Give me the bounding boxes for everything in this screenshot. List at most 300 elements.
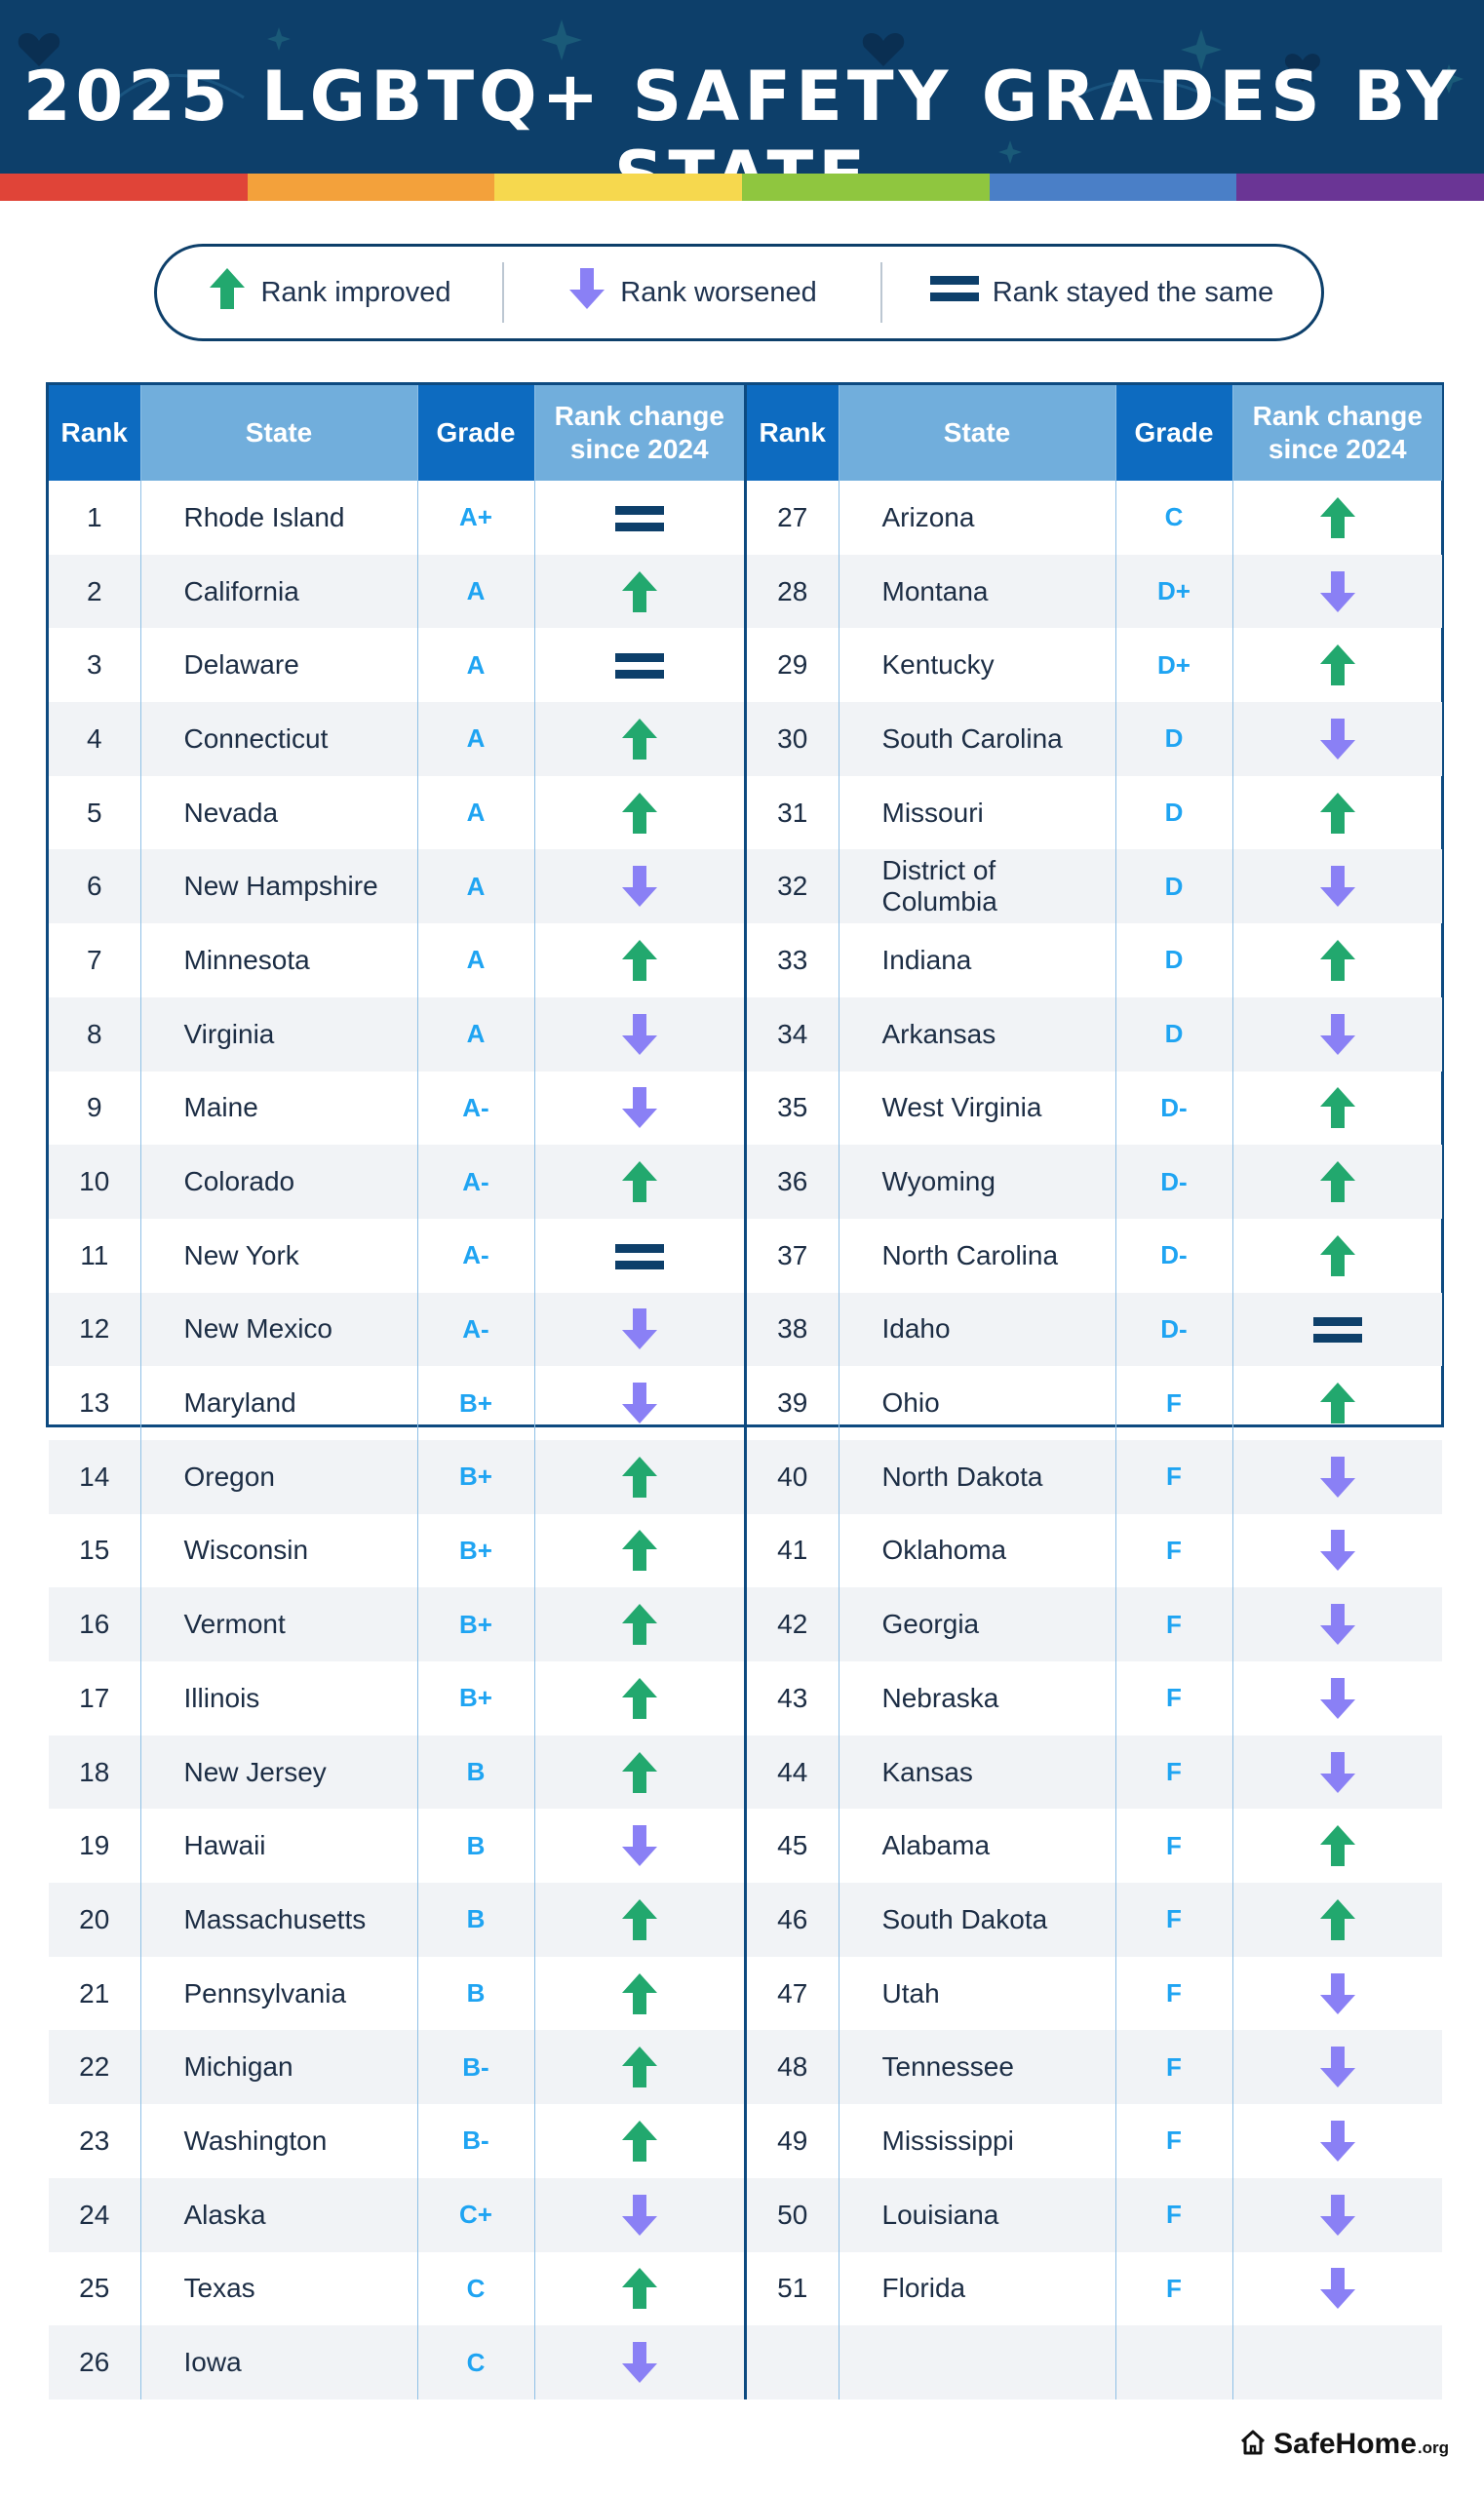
rank-cell: 11 [80, 1239, 109, 1270]
grade-cell: F [1115, 1883, 1232, 1957]
rank-change-cell [1232, 776, 1442, 850]
rank-change-cell [534, 2030, 744, 2104]
empty-cell [1232, 2325, 1442, 2399]
rank-change-cell [1232, 1072, 1442, 1146]
grade-cell: A [417, 776, 534, 850]
state-cell: Nebraska [839, 1661, 1115, 1736]
rank-change-cell [1232, 2030, 1442, 2104]
page-title: 2025 LGBTQ+ SAFETY GRADES BY [22, 57, 1462, 136]
rank-change-cell [1232, 555, 1442, 629]
table-row [747, 1366, 1442, 1440]
column-header-change-line2: since 2024 [1268, 434, 1407, 464]
rank-change-cell [534, 1587, 744, 1661]
grade-cell: B+ [417, 1366, 534, 1440]
grade-cell: B [417, 1957, 534, 2031]
rank-cell: 35 [777, 1092, 808, 1123]
arrow-down-icon [1318, 2272, 1357, 2302]
table-row [747, 2104, 1442, 2178]
rank-change-cell [1232, 1809, 1442, 1883]
state-cell: Montana [839, 555, 1115, 629]
column-header-change [534, 385, 744, 481]
empty-cell [747, 2325, 839, 2399]
table-row [49, 1809, 744, 1883]
table-row [49, 702, 744, 776]
rank-change-cell [534, 1883, 744, 1957]
state-cell: Utah [839, 1957, 1115, 2031]
legend-item-worsened [504, 247, 880, 338]
state-cell: Washington [140, 2104, 417, 2178]
state-cell: Vermont [140, 1587, 417, 1661]
state-cell: New Jersey [140, 1736, 417, 1810]
table-row [747, 2325, 1442, 2399]
rank-change-cell [534, 1440, 744, 1514]
column-header-rank: Rank [49, 385, 140, 481]
table-row [49, 1072, 744, 1146]
equals-icon [615, 648, 664, 679]
rank-cell: 27 [777, 501, 808, 532]
state-cell: Ohio [839, 1366, 1115, 1440]
rank-change-cell [534, 1072, 744, 1146]
table-row [49, 997, 744, 1072]
rank-cell: 38 [747, 1293, 839, 1367]
rank-change-cell [534, 2104, 744, 2178]
state-cell: Louisiana [839, 2178, 1115, 2252]
state-cell: Arkansas [839, 997, 1115, 1072]
rank-change-cell [1232, 1440, 1442, 1514]
arrow-down-icon [1318, 2198, 1357, 2228]
rank-change-cell [534, 1661, 744, 1736]
table-row [49, 1736, 744, 1810]
brand-logo [1238, 2428, 1449, 2461]
state-cell: Delaware [140, 628, 417, 702]
table-row [49, 481, 744, 555]
arrow-up-icon [620, 1608, 659, 1638]
arrow-down-icon [1318, 1534, 1357, 1564]
rank-cell: 43 [777, 1682, 808, 1713]
rank-change-cell [1232, 2104, 1442, 2178]
arrow-up-icon [1318, 500, 1357, 530]
state-cell: Mississippi [839, 2104, 1115, 2178]
rankings-table-left [49, 385, 747, 2399]
arrow-up-icon [620, 796, 659, 826]
state-cell: New Hampshire [140, 849, 417, 923]
table-row [747, 776, 1442, 850]
rank-change-cell [1232, 702, 1442, 776]
state-cell: Connecticut [140, 702, 417, 776]
grade-cell: F [1115, 1809, 1232, 1883]
rank-cell: 15 [79, 1535, 110, 1566]
grade-cell: A [417, 702, 534, 776]
rank-cell: 16 [49, 1587, 140, 1661]
rank-change-cell [1232, 1219, 1442, 1293]
legend-label: Rank stayed the same [992, 276, 1274, 308]
state-cell: South Dakota [839, 1883, 1115, 1957]
table-row [49, 1957, 744, 2031]
table-row [49, 1440, 744, 1514]
rank-cell: 48 [747, 2030, 839, 2104]
arrow-down-icon [1318, 2124, 1357, 2154]
grade-cell: D [1115, 849, 1232, 923]
state-cell: Minnesota [140, 923, 417, 997]
arrow-up-icon [620, 574, 659, 604]
table-row [747, 1293, 1442, 1367]
table-row [49, 2104, 744, 2178]
header-banner [0, 0, 1484, 174]
rank-cell: 24 [49, 2178, 140, 2252]
grade-cell: D+ [1115, 628, 1232, 702]
column-header-state: State [140, 385, 417, 481]
rank-change-cell [534, 849, 744, 923]
rank-cell: 50 [747, 2178, 839, 2252]
rainbow-band-orange [248, 174, 495, 201]
grade-cell: B [417, 1736, 534, 1810]
rank-cell: 3 [86, 649, 102, 681]
rank-change-cell [1232, 1514, 1442, 1588]
state-cell: Georgia [839, 1587, 1115, 1661]
table-row [747, 1661, 1442, 1736]
rank-cell: 46 [747, 1883, 839, 1957]
arrow-down-icon [620, 1091, 659, 1121]
grade-cell: B+ [417, 1514, 534, 1588]
table-row [747, 1440, 1442, 1514]
rank-cell: 37 [777, 1239, 808, 1270]
table-row [49, 1219, 744, 1293]
rank-change-cell [534, 1809, 744, 1883]
table-row [747, 1957, 1442, 2031]
grade-cell: D- [1115, 1072, 1232, 1146]
rank-cell: 5 [86, 797, 102, 828]
rainbow-band-purple [1236, 174, 1484, 201]
rank-cell: 6 [49, 849, 140, 923]
rank-cell: 40 [747, 1440, 839, 1514]
state-cell: Illinois [140, 1661, 417, 1736]
rank-cell: 20 [49, 1883, 140, 1957]
rainbow-stripe [0, 174, 1484, 201]
grade-cell: A+ [417, 481, 534, 555]
arrow-down-icon [620, 1829, 659, 1859]
rank-change-cell [534, 628, 744, 702]
rank-cell: 26 [49, 2325, 140, 2399]
rank-change-cell [1232, 2252, 1442, 2326]
rank-cell: 30 [747, 702, 839, 776]
arrow-down-icon [620, 2345, 659, 2375]
state-cell: Michigan [140, 2030, 417, 2104]
rank-cell: 23 [79, 2125, 110, 2156]
legend-label: Rank improved [260, 276, 451, 308]
state-cell: Kentucky [839, 628, 1115, 702]
rank-change-cell [534, 997, 744, 1072]
rank-change-cell [1232, 1366, 1442, 1440]
rank-change-cell [1232, 1293, 1442, 1367]
grade-cell: A- [417, 1219, 534, 1293]
rank-change-cell [1232, 1957, 1442, 2031]
arrow-up-icon [1318, 1829, 1357, 1859]
rank-change-cell [534, 1293, 744, 1367]
rank-change-cell [534, 1736, 744, 1810]
arrow-down-icon [1318, 1017, 1357, 1047]
rank-cell: 34 [747, 997, 839, 1072]
table-row [49, 776, 744, 850]
rank-cell: 49 [777, 2125, 808, 2156]
arrow-up-icon [620, 2272, 659, 2302]
arrow-up-icon [620, 1902, 659, 1932]
rank-change-cell [1232, 2178, 1442, 2252]
state-cell: Wyoming [839, 1145, 1115, 1219]
house-icon [1238, 2428, 1268, 2457]
table-row [49, 2252, 744, 2326]
rank-change-cell [534, 2252, 744, 2326]
grade-cell: A- [417, 1072, 534, 1146]
state-cell: North Dakota [839, 1440, 1115, 1514]
grade-cell: F [1115, 2030, 1232, 2104]
arrow-up-icon [620, 2124, 659, 2154]
rank-cell: 29 [777, 649, 808, 681]
table-row [747, 481, 1442, 555]
grade-cell: D [1115, 702, 1232, 776]
table-row [49, 1366, 744, 1440]
grade-cell: B- [417, 2104, 534, 2178]
rank-cell: 45 [777, 1830, 808, 1861]
empty-cell [839, 2325, 1115, 2399]
grade-cell: F [1115, 1736, 1232, 1810]
grade-cell: D- [1115, 1145, 1232, 1219]
grade-cell: F [1115, 1587, 1232, 1661]
state-cell: California [140, 555, 417, 629]
rank-cell: 33 [777, 944, 808, 975]
table-row [49, 923, 744, 997]
state-cell: Iowa [140, 2325, 417, 2399]
table-row [747, 1219, 1442, 1293]
grade-cell: A [417, 555, 534, 629]
rank-change-cell [534, 2178, 744, 2252]
table-row [49, 2325, 744, 2399]
state-cell: Idaho [839, 1293, 1115, 1367]
column-header-rank: Rank [747, 385, 839, 481]
rainbow-band-green [742, 174, 990, 201]
rank-change-cell [534, 1514, 744, 1588]
rank-change-cell [534, 481, 744, 555]
legend-item-same [882, 247, 1321, 338]
rank-cell: 10 [49, 1145, 140, 1219]
table-row [747, 1736, 1442, 1810]
rankings-table [46, 382, 1444, 2378]
rank-change-cell [1232, 481, 1442, 555]
rank-cell: 42 [747, 1587, 839, 1661]
rank-cell: 21 [79, 1977, 110, 2008]
rank-change-cell [534, 1145, 744, 1219]
legend-label: Rank worsened [620, 276, 817, 308]
grade-cell: C [417, 2325, 534, 2399]
grade-cell: F [1115, 1957, 1232, 2031]
arrow-down-icon [1318, 1608, 1357, 1638]
table-row [49, 628, 744, 702]
state-cell: Oregon [140, 1440, 417, 1514]
state-cell: Texas [140, 2252, 417, 2326]
state-cell: Indiana [839, 923, 1115, 997]
grade-cell: C+ [417, 2178, 534, 2252]
arrow-up-icon [1318, 1164, 1357, 1194]
grade-cell: B [417, 1809, 534, 1883]
grade-cell: B+ [417, 1440, 534, 1514]
state-cell: Florida [839, 2252, 1115, 2326]
grade-cell: A [417, 849, 534, 923]
arrow-down-icon [1318, 1681, 1357, 1711]
column-header-state: State [839, 385, 1115, 481]
arrow-down-icon [1318, 574, 1357, 604]
table-row [747, 2252, 1442, 2326]
rank-change-cell [1232, 1736, 1442, 1810]
grade-cell: D- [1115, 1293, 1232, 1367]
grade-cell: C [1115, 481, 1232, 555]
table-row [747, 628, 1442, 702]
state-cell: Massachusetts [140, 1883, 417, 1957]
arrow-down-icon [1318, 722, 1357, 752]
rank-cell: 22 [49, 2030, 140, 2104]
rank-cell: 31 [777, 797, 808, 828]
rank-change-cell [1232, 923, 1442, 997]
legend [154, 244, 1324, 341]
rank-cell: 36 [747, 1145, 839, 1219]
table-row [747, 1883, 1442, 1957]
grade-cell: F [1115, 2252, 1232, 2326]
rank-change-cell [534, 2325, 744, 2399]
sparkle-icon [541, 20, 582, 60]
rank-cell: 19 [79, 1830, 110, 1861]
arrow-down-icon [620, 2198, 659, 2228]
rank-cell: 14 [49, 1440, 140, 1514]
arrow-up-icon [620, 1164, 659, 1194]
state-cell: Alabama [839, 1809, 1115, 1883]
rank-cell: 12 [49, 1293, 140, 1367]
arrow-up-icon [620, 722, 659, 752]
grade-cell: D- [1115, 1219, 1232, 1293]
state-cell: Hawaii [140, 1809, 417, 1883]
equals-icon [615, 1239, 664, 1269]
column-header-change-line2: since 2024 [569, 434, 709, 464]
state-cell: Oklahoma [839, 1514, 1115, 1588]
arrow-up-icon [1318, 1238, 1357, 1268]
rank-cell: 41 [777, 1535, 808, 1566]
column-header-change-line1: Rank change [554, 401, 724, 431]
brand-suffix: .org [1417, 2438, 1449, 2457]
grade-cell: F [1115, 2104, 1232, 2178]
rainbow-band-blue [990, 174, 1237, 201]
state-cell: Pennsylvania [140, 1957, 417, 2031]
grade-cell: F [1115, 1661, 1232, 1736]
rank-cell: 18 [49, 1736, 140, 1810]
rank-cell: 32 [747, 849, 839, 923]
state-cell: Virginia [140, 997, 417, 1072]
rank-cell: 39 [777, 1387, 808, 1419]
grade-cell: A [417, 923, 534, 997]
grade-cell: A [417, 997, 534, 1072]
table-row [747, 555, 1442, 629]
table-row [49, 1145, 744, 1219]
arrow-down-icon [1318, 1460, 1357, 1490]
state-cell: Maine [140, 1072, 417, 1146]
table-row [49, 1587, 744, 1661]
table-row [747, 1145, 1442, 1219]
grade-cell: F [1115, 1366, 1232, 1440]
table-row [49, 1514, 744, 1588]
state-cell: New York [140, 1219, 417, 1293]
rainbow-band-yellow [494, 174, 742, 201]
grade-cell: D+ [1115, 555, 1232, 629]
grade-cell: C [417, 2252, 534, 2326]
rank-change-cell [1232, 1587, 1442, 1661]
table-row [747, 923, 1442, 997]
arrow-up-icon [620, 1755, 659, 1785]
grade-cell: B+ [417, 1661, 534, 1736]
arrow-down-icon [1318, 1755, 1357, 1785]
arrow-up-icon [620, 943, 659, 973]
grade-cell: B+ [417, 1587, 534, 1661]
rank-cell: 8 [49, 997, 140, 1072]
grade-cell: A- [417, 1293, 534, 1367]
rank-change-cell [534, 1366, 744, 1440]
arrow-up-icon [1318, 943, 1357, 973]
equals-icon [615, 501, 664, 531]
state-cell: Rhode Island [140, 481, 417, 555]
table-row [747, 2178, 1442, 2252]
rank-cell: 25 [79, 2273, 110, 2304]
rainbow-band-red [0, 174, 248, 201]
state-cell: Missouri [839, 776, 1115, 850]
sparkle-icon [267, 27, 291, 51]
state-cell: South Carolina [839, 702, 1115, 776]
table-row [747, 1587, 1442, 1661]
grade-cell: A [417, 628, 534, 702]
rank-change-cell [534, 1219, 744, 1293]
brand-name: SafeHome [1273, 2428, 1417, 2460]
table-row [747, 849, 1442, 923]
column-header-grade: Grade [1115, 385, 1232, 481]
rank-change-cell [534, 923, 744, 997]
rank-change-cell [534, 555, 744, 629]
arrow-up-icon [620, 2050, 659, 2081]
grade-cell: D [1115, 997, 1232, 1072]
state-cell: North Carolina [839, 1219, 1115, 1293]
table-row [49, 2178, 744, 2252]
rank-cell: 9 [86, 1092, 102, 1123]
table-row [747, 2030, 1442, 2104]
rankings-table-right [747, 385, 1442, 2399]
column-header-change [1232, 385, 1442, 481]
grade-cell: A- [417, 1145, 534, 1219]
state-cell: Nevada [140, 776, 417, 850]
arrow-down-icon [567, 266, 606, 319]
rank-cell: 44 [747, 1736, 839, 1810]
rank-change-cell [534, 776, 744, 850]
rank-cell: 28 [747, 555, 839, 629]
state-cell: New Mexico [140, 1293, 417, 1367]
table-row [747, 997, 1442, 1072]
arrow-up-icon [620, 1534, 659, 1564]
state-cell: Arizona [839, 481, 1115, 555]
grade-cell: F [1115, 1514, 1232, 1588]
rank-cell: 51 [777, 2273, 808, 2304]
equals-icon [1313, 1313, 1362, 1344]
arrow-down-icon [620, 870, 659, 900]
state-cell: Alaska [140, 2178, 417, 2252]
state-cell: Tennessee [839, 2030, 1115, 2104]
rank-change-cell [534, 702, 744, 776]
arrow-up-icon [1318, 648, 1357, 679]
arrow-down-icon [620, 1017, 659, 1047]
rank-change-cell [1232, 849, 1442, 923]
state-cell: Maryland [140, 1366, 417, 1440]
arrow-down-icon [620, 1312, 659, 1343]
